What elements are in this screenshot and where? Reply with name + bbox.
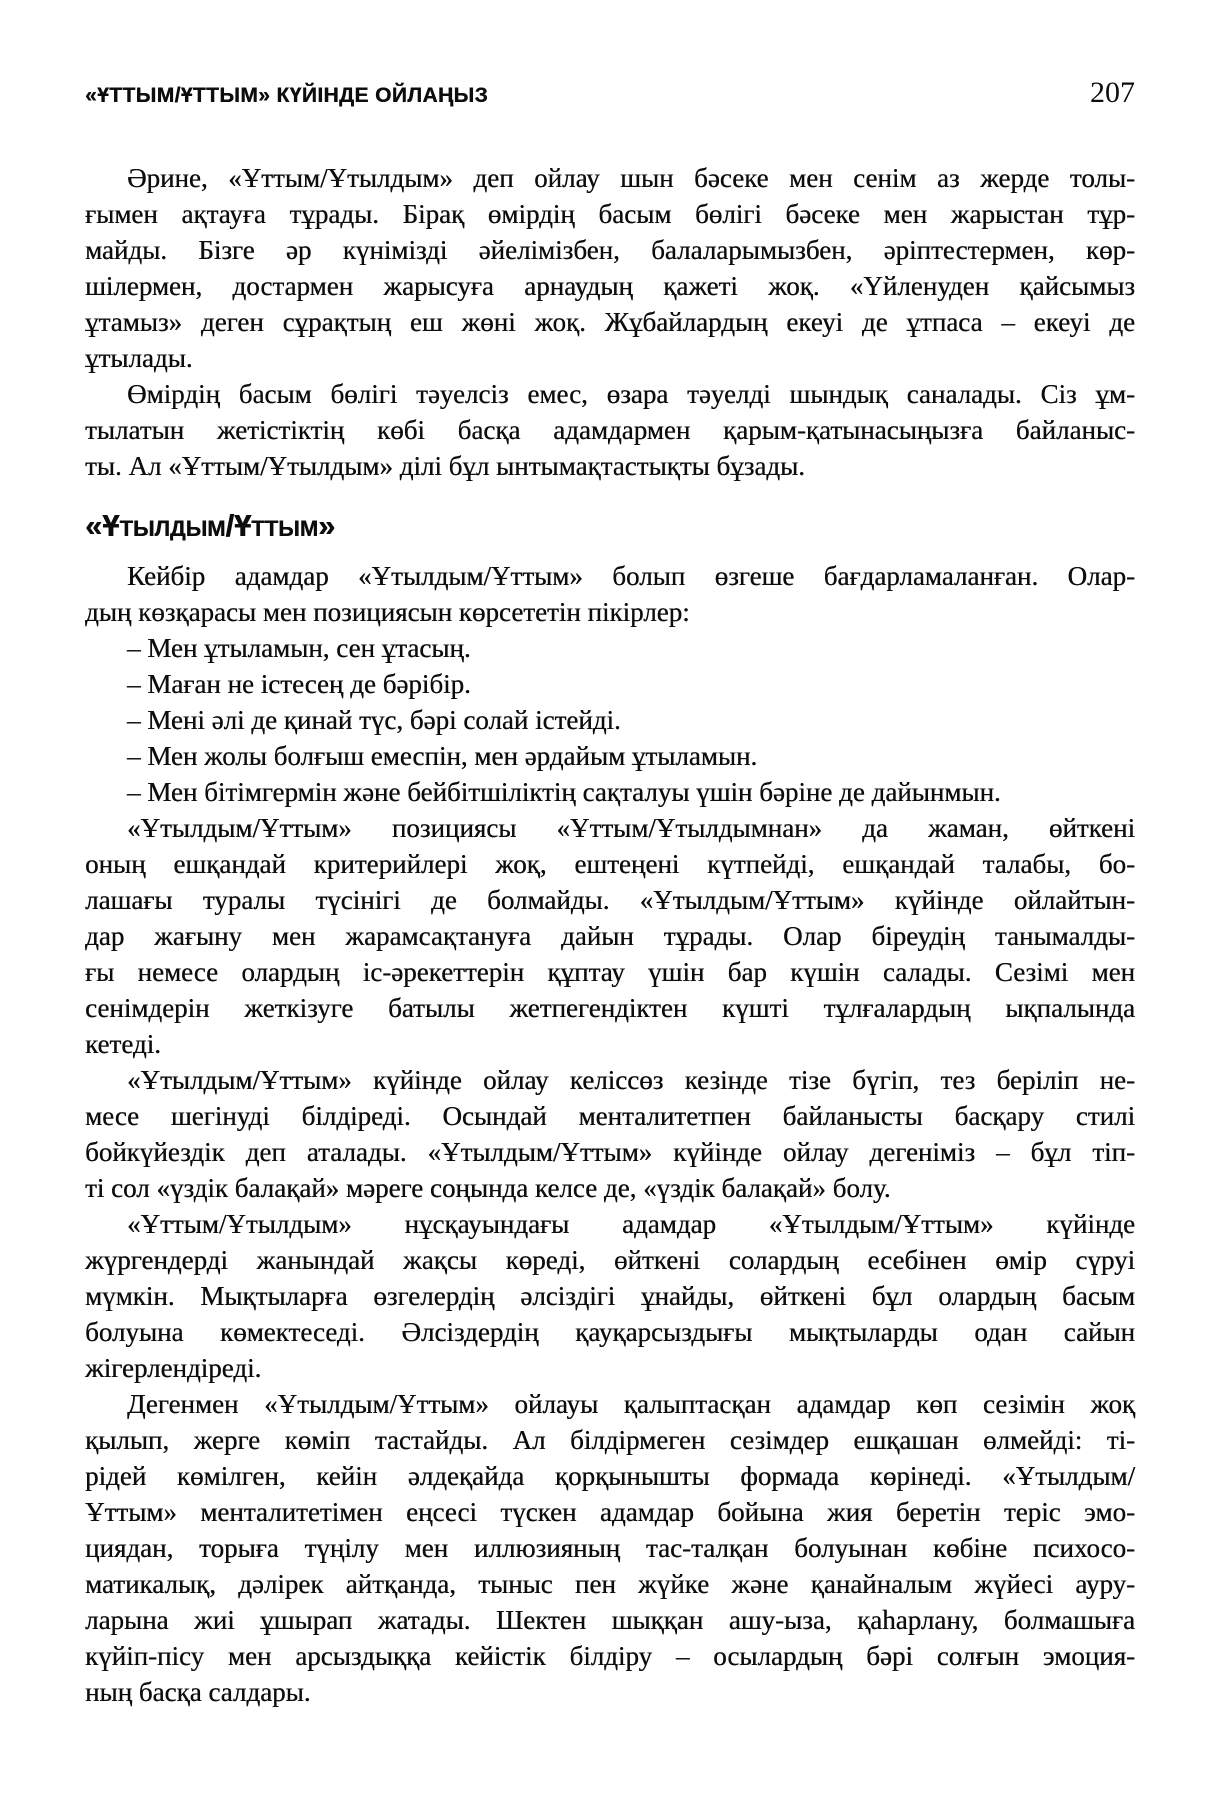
paragraph xyxy=(85,1206,1135,1386)
text-line: циядан, торыға түңілу мен иллюзияның тас-талқан болуынан көбіне психосо- xyxy=(85,1533,1135,1563)
text-line: ты. Ал «Ұттым/Ұтылдым» ділі бұл ынтымақтастықты бұзады. xyxy=(85,451,805,481)
text-line: оның ешқандай критерийлері жоқ, ештеңені күтпейді, ешқандай талабы, бо- xyxy=(85,849,1135,879)
paragraph xyxy=(85,1386,1135,1710)
dash-list xyxy=(85,630,1135,810)
text-line: «Ұтылдым/Ұттым» күйінде ойлау келіссөз кезінде тізе бүгіп, тез беріліп не- xyxy=(127,1065,1135,1095)
text-line: ларына жиі ұшырап жатады. Шектен шыққан ашу-ыза, қаһарлану, болмашыға xyxy=(85,1605,1135,1635)
list-item: – Мені әлі де қинай түс, бәрі солай істейді. xyxy=(127,705,621,735)
text-line: бойкүйездік деп аталады. «Ұтылдым/Ұттым» күйінде ойлау дегеніміз – бұл тіп- xyxy=(85,1137,1135,1167)
text-line: рідей көмілген, кейін әлдеқайда қорқынышты формада көрінеді. «Ұтылдым/ xyxy=(85,1461,1135,1491)
list-item: – Маған не істесең де бәрібір. xyxy=(127,669,471,699)
text-line: «Ұтылдым/Ұттым» позициясы «Ұттым/Ұтылдымнан» да жаман, өйткені xyxy=(127,813,1135,843)
text-line: Кейбір адамдар «Ұтылдым/Ұттым» болып өзгеше бағдарламаланған. Олар- xyxy=(127,561,1135,591)
running-header-title: «ҰТТЫМ/ҰТТЫМ» КҮЙІНДЕ ОЙЛАҢЫЗ xyxy=(85,84,489,107)
text-line: жігерлендіреді. xyxy=(85,1353,262,1383)
text-line: тылатын жетістіктің көбі басқа адамдармен қарым-қатынасыңызға байланыс- xyxy=(85,415,1135,445)
text-line: ұтылады. xyxy=(85,343,193,373)
paragraph xyxy=(85,810,1135,1062)
paragraph xyxy=(85,558,1135,630)
list-item: – Мен жолы болғыш емеспін, мен әрдайым ұтыламын. xyxy=(127,741,758,771)
text-line: лашағы туралы түсінігі де болмайды. «Ұтылдым/Ұттым» күйінде ойлайтын- xyxy=(85,885,1135,915)
text-line: болуына көмектеседі. Әлсіздердің қауқарсыздығы мықтыларды одан сайын xyxy=(85,1317,1135,1347)
text-line: «Ұттым/Ұтылдым» нұсқауындағы адамдар «Ұтылдым/Ұттым» күйінде xyxy=(127,1209,1135,1239)
page-body xyxy=(85,160,1135,1710)
text-line: Әрине, «Ұттым/Ұтылдым» деп ойлау шын бәсеке мен сенім аз жерде толы- xyxy=(127,163,1135,193)
list-item: – Мен ұтыламын, сен ұтасың. xyxy=(127,633,471,663)
text-line: месе шегінуді білдіреді. Осындай менталитетпен байланысты басқару стилі xyxy=(85,1101,1135,1131)
text-line: дың көзқарасы мен позициясын көрсететін пікірлер: xyxy=(85,597,690,627)
text-line: шілермен, достармен жарысуға арнаудың қажеті жоқ. «Үйленуден қайсымыз xyxy=(85,271,1135,301)
text-line: кетеді. xyxy=(85,1029,161,1059)
text-line: Ұттым» менталитетімен еңсесі түскен адамдар бойына жия беретін теріс эмо- xyxy=(85,1497,1135,1527)
running-header xyxy=(85,76,1135,110)
text-line: матикалық, дәлірек айтқанда, тыныс пен жүйке және қанайналым жүйесі ауру- xyxy=(85,1569,1135,1599)
paragraph xyxy=(85,1062,1135,1206)
text-line: майды. Бізге әр күнімізді әйелімізбен, балаларымызбен, әріптестермен, көр- xyxy=(85,235,1135,265)
text-line: ті сол «үздік балақай» мәреге соңында келсе де, «үздік балақай» болу. xyxy=(85,1173,891,1203)
page-number: 207 xyxy=(1090,76,1135,109)
text-line: ғы немесе олардың іс-әрекеттерін құптау үшін бар күшін салады. Сезімі мен xyxy=(85,957,1135,987)
section-heading: «Ұтылдым/Ұттым» xyxy=(85,508,336,543)
text-line: ғымен ақтауға тұрады. Бірақ өмірдің басым бөлігі бәсеке мен жарыстан тұр- xyxy=(85,199,1135,229)
text-line: мүмкін. Мықтыларға өзгелердің әлсіздігі ұнайды, өйткені бұл олардың басым xyxy=(85,1281,1135,1311)
paragraph xyxy=(85,160,1135,376)
text-line: қылып, жерге көміп тастайды. Ал білдірмеген сезімдер ешқашан өлмейді: ті- xyxy=(85,1425,1135,1455)
text-line: жүргендерді жанындай жақсы көреді, өйткені солардың есебінен өмір сүруі xyxy=(85,1245,1135,1275)
text-line: ұтамыз» деген сұрақтың еш жөні жоқ. Жұбайлардың екеуі де ұтпаса – екеуі де xyxy=(85,307,1135,337)
text-line: дар жағыну мен жарамсақтануға дайын тұрады. Олар біреудің танымалды- xyxy=(85,921,1135,951)
text-line: Дегенмен «Ұтылдым/Ұттым» ойлауы қалыптасқан адамдар көп сезімін жоқ xyxy=(127,1389,1135,1419)
text-line: Өмірдің басым бөлігі тәуелсіз емес, өзара тәуелді шындық саналады. Сіз ұм- xyxy=(127,379,1135,409)
paragraph xyxy=(85,376,1135,484)
text-line: ның басқа салдары. xyxy=(85,1677,311,1707)
text-line: сенімдерін жеткізуге батылы жетпегендіктен күшті тұлғалардың ықпалында xyxy=(85,993,1135,1023)
list-item: – Мен бітімгермін және бейбітшіліктің сақталуы үшін бәріне де дайынмын. xyxy=(127,777,1001,807)
text-line: күйіп-пісу мен арсыздыққа кейістік білдіру – осылардың бәрі солғын эмоция- xyxy=(85,1641,1135,1671)
